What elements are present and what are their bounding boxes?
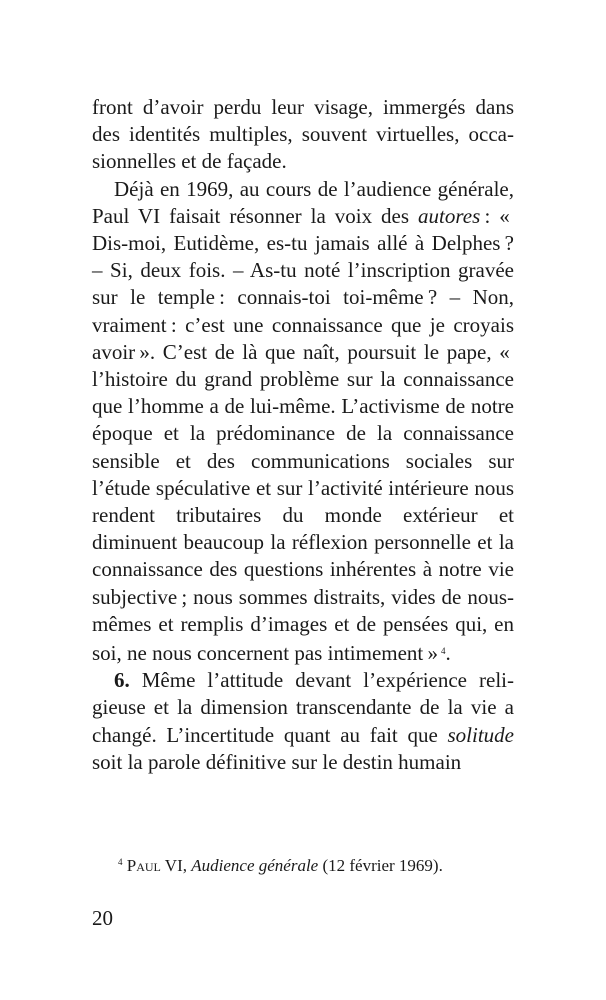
page-number: 20 [92, 906, 113, 930]
paragraph-1 [92, 94, 514, 176]
paragraph-1-text: front d’avoir perdu leur visage, immergés dans des identités multiples, souvent virtuelles, occasionnelles et de façade. [92, 95, 514, 174]
footnote-title: Audience générale [191, 856, 319, 875]
body-text [92, 94, 514, 776]
footnote-rest: (12 février 1969). [318, 856, 443, 875]
paragraph-2-text-b: : « Dis-moi, Eutidème, es-tu jamais allé à Delphes ? – Si, deux fois. – As-tu noté l’inscription gravée sur le temple : connais-toi toi-même ? – Non, vraiment : c’est une connaissance que je croyais avoir ». C’est de là que naît, poursuit le pape, « l’histoire du grand problème sur la connaissance que l’homme a de lui-même. L’activisme de notre époque et la prédominance de la connaissance sensible et des communications sociales sur l’étude spéculative et sur l’activité intérieure nous rendent tributaires du monde extérieur et diminuent beaucoup la réflexion personnelle et la connaissance des questions inhérentes à notre vie subjective ; nous sommes distraits, vides de nous-mêmes et remplis d’images et de pensées qui, en soi, ne nous concernent pas intimement » [92, 203, 514, 666]
paragraph-2-end: . [445, 641, 451, 666]
paragraph-3-text-a: Même l’attitude devant l’expérience religieuse et la dimension transcendante de la vie a changé. L’incertitude quant au fait que [92, 668, 514, 747]
paragraph-3-italic: solitude [447, 722, 514, 747]
section-number: 6. [114, 668, 130, 693]
paragraph-3-text-b: soit la parole définitive sur le destin humain [92, 749, 462, 774]
footnote-reference: 4 [440, 646, 446, 657]
footnote-separator: , [182, 856, 192, 875]
paragraph-2 [92, 176, 514, 668]
footnote [118, 851, 443, 877]
paragraph-section-6 [92, 667, 514, 776]
main-text-block [92, 94, 514, 776]
paragraph-2-text-a: Déjà en 1969, au cours de l’audience générale, Paul VI faisait résonner la voix des [92, 176, 514, 228]
footnote-marker: 4 [118, 857, 123, 867]
footnote-author: Paul VI [126, 856, 183, 875]
paragraph-2-italic: autores [418, 203, 481, 228]
